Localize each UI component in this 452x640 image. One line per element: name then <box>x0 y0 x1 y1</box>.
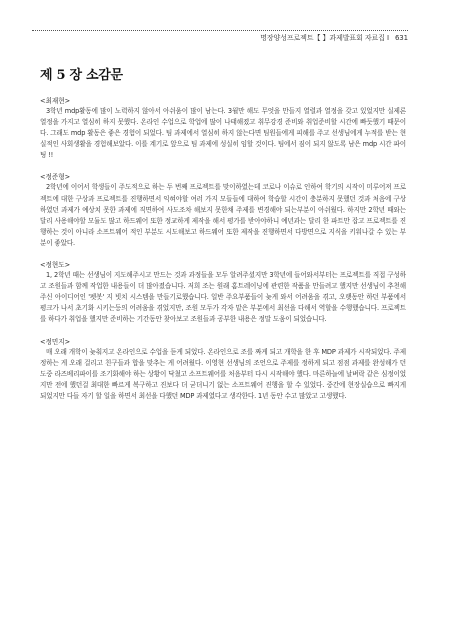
reflection-text <box>40 106 406 161</box>
reflection-section <box>40 172 406 249</box>
reflection-paragraph: 1, 2학년 때는 선생님이 지도해주시고 만드는 것과 과정들을 모두 알려주셨지만 3학년에 들어와서부터는 프로젝트를 직접 구성하고 조원들과 함께 작업한 내용들이 더 많아졌습니다. 저희 조는 원래 홈트레이닝에 관련한 작품을 만들려고 했지만 선생님이 추천해주신 아이디어인 '펫봇' 지 빗치 시스템을 만들기로했습니다. 일반 주요부품들이 늦게 와서 어려움을 겪고, 오랫동안 하던 부품에서 평크가 나서 초기화 시키는등의 어려움을 겪었지만, 조원 모두가 각자 맡은 부분에서 최선을 다해서 역할을 수행했습니다. 프로젝트를 하다가 취업을 했지만 준비하는 기간동안 찾아보고 조원들과 공부한 내용은 정말 도움이 되었습니다. <box>40 271 406 324</box>
author-name: <정준형> <box>40 173 71 182</box>
reflection-paragraph: 매 오래 개학이 늦춰지고 온라인으로 수업을 듣게 되었다. 온라인으로 조를 짜게 되고 개학을 한 후 MDP 과제가 시작되었다. 주제 정하는 게 오래 걸리고 친구들과 합을 맞추는 게 어려웠다. 이영현 선생님의 조언으로 주제를 정하게 되고 점점 과제를 완성해가 던 도중 라즈베리파이를 조기화해야 하는 상황이 닥쳤고 소프트웨어를 처음부터 다시 시작해야 했다. 마른하늘에 날벼락 같은 심정이었지만 전에 했던걸 최대한 빠르게 복구하고 진보다 더 굳더니기 없는 소프트웨어 진행을 할 수 있었다. 중간에 현장실습으로 빠지게 되었지만 다들 자기 할 일을 하면서 최선을 다했던 MDP 과제였다고 생각한다. 1년 동안 수고 많았고 고생했다. <box>40 347 406 400</box>
reflections-body <box>40 96 406 413</box>
chapter-title: 제 5 장 소감문 <box>40 68 123 83</box>
header-text <box>260 33 408 43</box>
reflection-text <box>40 182 406 249</box>
header-title: 명장양성프로젝트【 】과제발표회 자료집 I <box>260 34 389 42</box>
reflection-section <box>40 260 406 325</box>
author-name: <정현도> <box>40 261 71 270</box>
reflection-section <box>40 337 406 402</box>
reflection-text <box>40 347 406 402</box>
page-number: 631 <box>394 34 408 42</box>
reflection-paragraph: 2학년에 이어서 학생들이 주도적으로 하는 두 번째 프로젝트를 맞이하였는데 코로나 이슈로 인하여 학기의 시작이 미루어져 프로젝트에 대한 구상과 프로젝트를 진행하면서 익혀야할 여러 가지 모들들에 대하여 학습할 시간이 충분하지 못했던 것과 처음에 구상하였던 과제가 예상치 못한 과제에 직면하여 사도조차 해보지 못한채 주제를 변경해야 되는부분이 아쉬웠다. 하지만 2학년 때와는 달리 사용해야할 모듈도 많고 하드웨어 또한 정교하게 제작을 해서 평가를 받아야하니 예년과는 달리 한 파트만 잡고 프로젝트를 진행하는 것이 아니라 소프트웨어 적인 부분도 시도해보고 하드웨어 또한 제작을 진행하면서 다방면으로 지식을 키워나갈 수 있는 부분이 좋았다. <box>40 183 406 247</box>
reflection-paragraph: 3학년 mdp활동에 많이 노력하지 않아서 아쉬움이 많이 남는다. 3월만 해도 무엇을 만들지 열렬과 열정을 갖고 있었지만 실제론 열정을 가지고 열심히 하지 못했다. 온라인 수업으로 학업에 많이 나태해졌고 취무강경 준비와 취업준비할 시간에 빠듯했기 때문이다. 그래도 mdp 활동은 좋은 경험이 되었다. 팀 과제에서 열심히 하지 않는다면 팀원들에게 피해를 주고 선생님에게 누적를 받는 현실적인 사회생활을 경험해보았다. 이를 계기로 앞으로 팀 과제에 성실히 임할 것이다. 팀에서 짐이 되지 않도록 남은 mdp 시간 파이팅 !! <box>40 107 406 160</box>
reflection-section <box>40 96 406 161</box>
reflection-text <box>40 270 406 325</box>
page-header <box>32 30 408 45</box>
author-name: <최재현> <box>40 97 71 105</box>
author-name: <정민지> <box>40 337 71 346</box>
